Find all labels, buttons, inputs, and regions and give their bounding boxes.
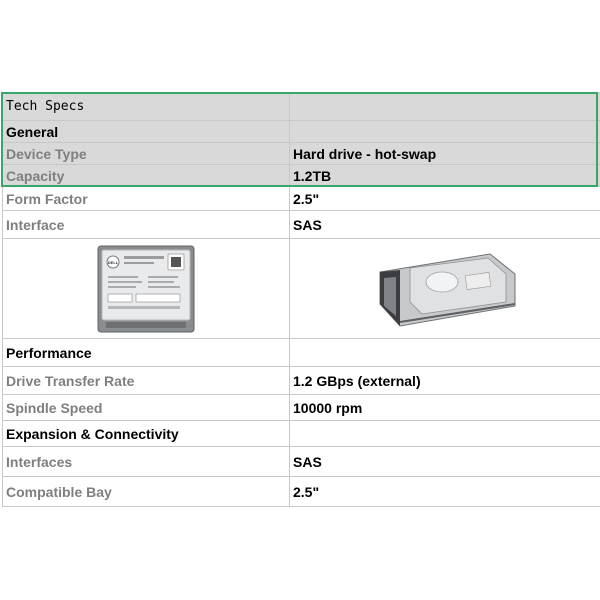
interface-label: Interface [3, 211, 290, 239]
section-performance-empty [290, 339, 600, 367]
section-general-heading: General [3, 121, 290, 143]
title-row [3, 93, 600, 121]
form-factor-value: 2.5" [290, 187, 600, 211]
device-type-label: Device Type [3, 143, 290, 165]
form-factor-label: Form Factor [3, 187, 290, 211]
drive-transfer-rate-label: Drive Transfer Rate [3, 367, 290, 395]
table-row [3, 143, 600, 165]
compatible-bay-label: Compatible Bay [3, 477, 290, 507]
spindle-speed-value: 10000 rpm [290, 395, 600, 421]
tray-drive-image-cell [290, 239, 600, 339]
compatible-bay-value: 2.5" [290, 477, 600, 507]
drive-brand-logo: DELL [107, 259, 119, 265]
interfaces-value: SAS [290, 447, 600, 477]
hot-swap-tray-image [370, 244, 520, 334]
table-row [3, 447, 600, 477]
section-expansion-heading: Expansion & Connectivity [3, 421, 290, 447]
table-row [3, 187, 600, 211]
capacity-label: Capacity [3, 165, 290, 187]
section-performance-heading: Performance [3, 339, 290, 367]
table-row [3, 165, 600, 187]
interface-value: SAS [290, 211, 600, 239]
table-row [3, 477, 600, 507]
section-performance-row [3, 339, 600, 367]
table-row [3, 395, 600, 421]
section-expansion-empty [290, 421, 600, 447]
section-general-row [3, 121, 600, 143]
bare-drive-image-cell [3, 239, 290, 339]
table-row [3, 367, 600, 395]
section-general-empty [290, 121, 600, 143]
section-expansion-row [3, 421, 600, 447]
interfaces-label: Interfaces [3, 447, 290, 477]
table-title: Tech Specs [3, 93, 290, 121]
device-type-value: Hard drive - hot-swap [290, 143, 600, 165]
capacity-value: 1.2TB [290, 165, 600, 187]
spindle-speed-label: Spindle Speed [3, 395, 290, 421]
image-row [3, 239, 600, 339]
hard-drive-image [96, 244, 196, 334]
table-row [3, 211, 600, 239]
title-empty-cell [290, 93, 600, 121]
drive-transfer-rate-value: 1.2 GBps (external) [290, 367, 600, 395]
tech-specs-table [2, 92, 600, 507]
